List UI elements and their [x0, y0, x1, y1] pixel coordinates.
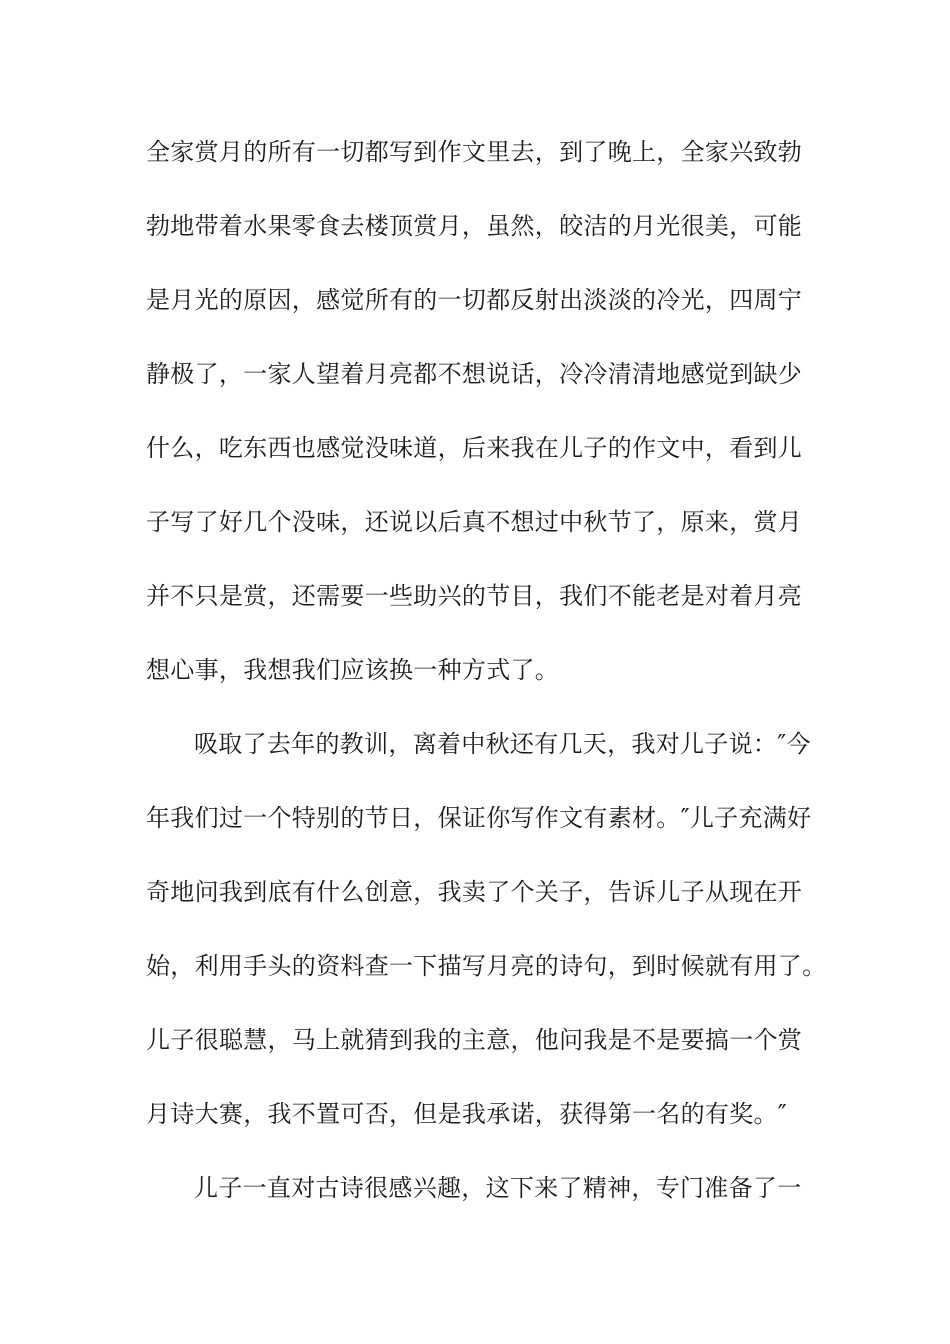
text-line: 奇地问我到底有什么创意，我卖了个关子，告诉儿子从现在开	[146, 878, 803, 906]
text-line: 想心事，我想我们应该换一种方式了。	[146, 656, 560, 684]
paragraph-start-line: 儿子一直对古诗很感兴趣，这下来了精神，专门准备了一	[194, 1174, 802, 1202]
text-line: 月诗大赛，我不置可否，但是我承诺，获得第一名的有奖。″	[146, 1100, 788, 1128]
text-line: 年我们过一个特别的节日，保证你写作文有素材。″儿子充满好	[146, 804, 812, 832]
text-line: 勃地带着水果零食去楼顶赏月，虽然，皎洁的月光很美，可能	[146, 212, 803, 240]
text-line: 始，利用手头的资料查一下描写月亮的诗句，到时候就有用了。	[146, 952, 827, 980]
text-line: 什么，吃东西也感觉没味道，后来我在儿子的作文中，看到儿	[146, 434, 803, 462]
text-line: 静极了，一家人望着月亮都不想说话，冷冷清清地感觉到缺少	[146, 360, 803, 388]
text-line: 儿子很聪慧，马上就猜到我的主意，他问我是不是要搞一个赏	[146, 1026, 803, 1054]
text-line: 子写了好几个没味，还说以后真不想过中秋节了，原来，赏月	[146, 508, 803, 536]
paragraph-start-line: 吸取了去年的教训，离着中秋还有几天，我对儿子说：″今	[194, 730, 811, 758]
text-line: 并不只是赏，还需要一些助兴的节目，我们不能老是对着月亮	[146, 582, 803, 610]
text-line: 全家赏月的所有一切都写到作文里去，到了晚上，全家兴致勃	[146, 138, 803, 166]
text-line: 是月光的原因，感觉所有的一切都反射出淡淡的冷光，四周宁	[146, 286, 803, 314]
